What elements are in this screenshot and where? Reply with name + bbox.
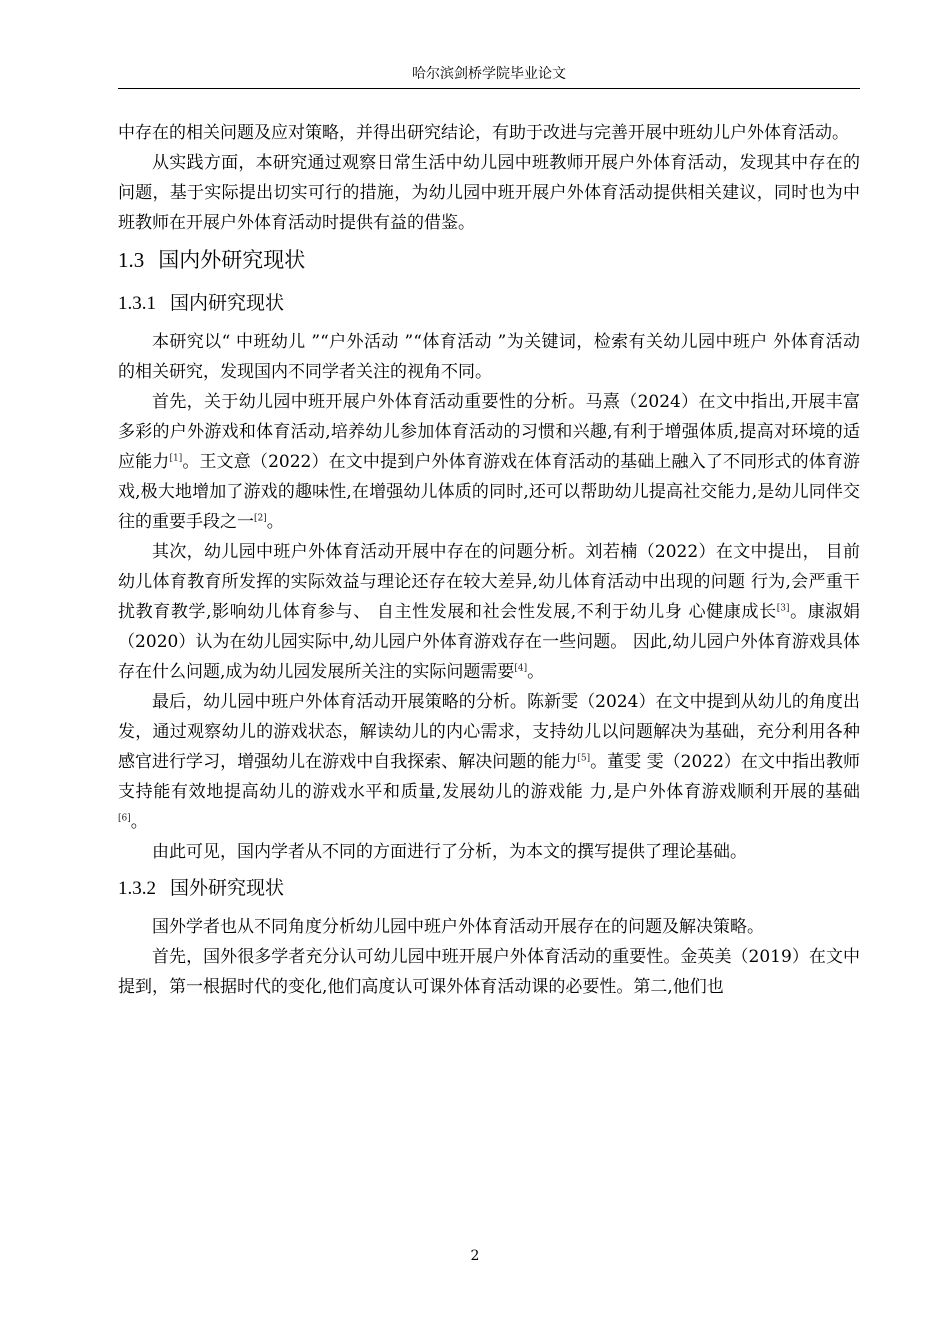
text-run: 。 bbox=[266, 512, 284, 532]
section-title: 国内外研究现状 bbox=[158, 248, 306, 272]
text-run: 。 bbox=[130, 812, 148, 832]
citation-ref: [5] bbox=[577, 753, 591, 764]
paragraph-domestic-last bbox=[118, 687, 860, 837]
section-heading-1-3 bbox=[118, 242, 860, 278]
paragraph-domestic-intro: 本研究以“ 中班幼儿 ”“户外活动 ”“体育活动 ”为关键词，检索有关幼儿园中班户 外体育活动的相关研究，发现国内不同学者关注的视角不同。 bbox=[118, 332, 860, 382]
paragraph-foreign-first: 首先，国外很多学者充分认可幼儿园中班开展户外体育活动的重要性。金英美（2019）在文中提到，第一根据时代的变化,他们高度认可课外体育活动课的必要性。第二,他们也 bbox=[118, 947, 860, 997]
paragraph-foreign-intro: 国外学者也从不同角度分析幼儿园中班户外体育活动开展存在的问题及解决策略。 bbox=[152, 917, 764, 937]
section-number: 1.3 bbox=[118, 248, 145, 272]
text-run: 。王文意（2022）在文中提到户外体育游戏在体育活动的基础上融入了不同形式的体育游戏,极大地增加了游戏的趣味性,在增强幼儿体质的同时,还可以帮助幼儿提高社交能力,是幼儿同伴交往的重要手段之一 bbox=[118, 452, 861, 532]
citation-ref: [6] bbox=[118, 813, 131, 824]
citation-ref: [3] bbox=[776, 603, 790, 614]
citation-ref: [4] bbox=[514, 663, 528, 674]
text-run: 。康淑娟（2020）认为在幼儿园实际中,幼儿园户外体育游戏存在一些问题。 因此,幼儿园户外体育游戏具体存在什么问题,成为幼儿园发展所关注的实际问题需要 bbox=[118, 602, 860, 682]
paragraph-continuation: 中存在的相关问题及应对策略，并得出研究结论，有助于改进与完善开展中班幼儿户外体育活动。 bbox=[118, 123, 849, 143]
section-number: 1.3.1 bbox=[118, 293, 156, 314]
paragraph-domestic-first bbox=[118, 387, 860, 537]
text-run: 最后，幼儿园中班户外体育活动开展策略的分析。陈新雯（2024）在文中提到从幼儿的角度出发，通过观察幼儿的游戏状态，解读幼儿的内心需求，支持幼儿以问题解决为基础，充分利用各种感官进行学习，增强幼儿在游戏中自我探索、解决问题的能力 bbox=[118, 692, 860, 772]
text-run: 其次，幼儿园中班户外体育活动开展中存在的问题分析。刘若楠（2022）在文中提出， 目前幼儿体育教育所发挥的实际效益与理论还存在较大差异,幼儿体育活动中出现的问题 行为,会严重干扰教育教学,影响幼儿体育参与、 自主性发展和社会性发展,不利于幼儿身 心健康成长 bbox=[118, 542, 860, 622]
section-title: 国内研究现状 bbox=[170, 292, 285, 314]
page-header bbox=[118, 60, 860, 89]
paragraph-practice: 从实践方面，本研究通过观察日常生活中幼儿园中班教师开展户外体育活动，发现其中存在的问题，基于实际提出切实可行的措施，为幼儿园中班开展户外体育活动提供相关建议，同时也为中班教师在开展户外体育活动时提供有益的借鉴。 bbox=[118, 153, 860, 233]
body-text bbox=[118, 118, 860, 1002]
citation-ref: [1] bbox=[169, 453, 183, 464]
text-run: 。董雯 雯（2022）在文中指出教师支持能有效地提高幼儿的游戏水平和质量,发展幼儿的游戏能 力,是户外体育游戏顺利开展的基础 bbox=[118, 752, 860, 802]
citation-ref: [2] bbox=[254, 513, 267, 524]
text-run: 。 bbox=[527, 662, 545, 682]
header-title: 哈尔滨剑桥学院毕业论文 bbox=[412, 66, 566, 82]
section-heading-1-3-1 bbox=[118, 286, 860, 321]
paragraph-domestic-summary: 由此可见，国内学者从不同的方面进行了分析，为本文的撰写提供了理论基础。 bbox=[152, 842, 747, 862]
section-heading-1-3-2 bbox=[118, 871, 860, 906]
paragraph-domestic-second bbox=[118, 537, 860, 687]
section-number: 1.3.2 bbox=[118, 878, 156, 899]
page-number: 2 bbox=[470, 1248, 480, 1264]
text-run: 首先，关于幼儿园中班开展户外体育活动重要性的分析。马熹（2024）在文中指出,开展丰富多彩的户外游戏和体育活动,培养幼儿参加体育活动的习惯和兴趣,有利于增强体质,提高对环境的适应能力 bbox=[118, 392, 860, 472]
section-title: 国外研究现状 bbox=[170, 877, 285, 899]
